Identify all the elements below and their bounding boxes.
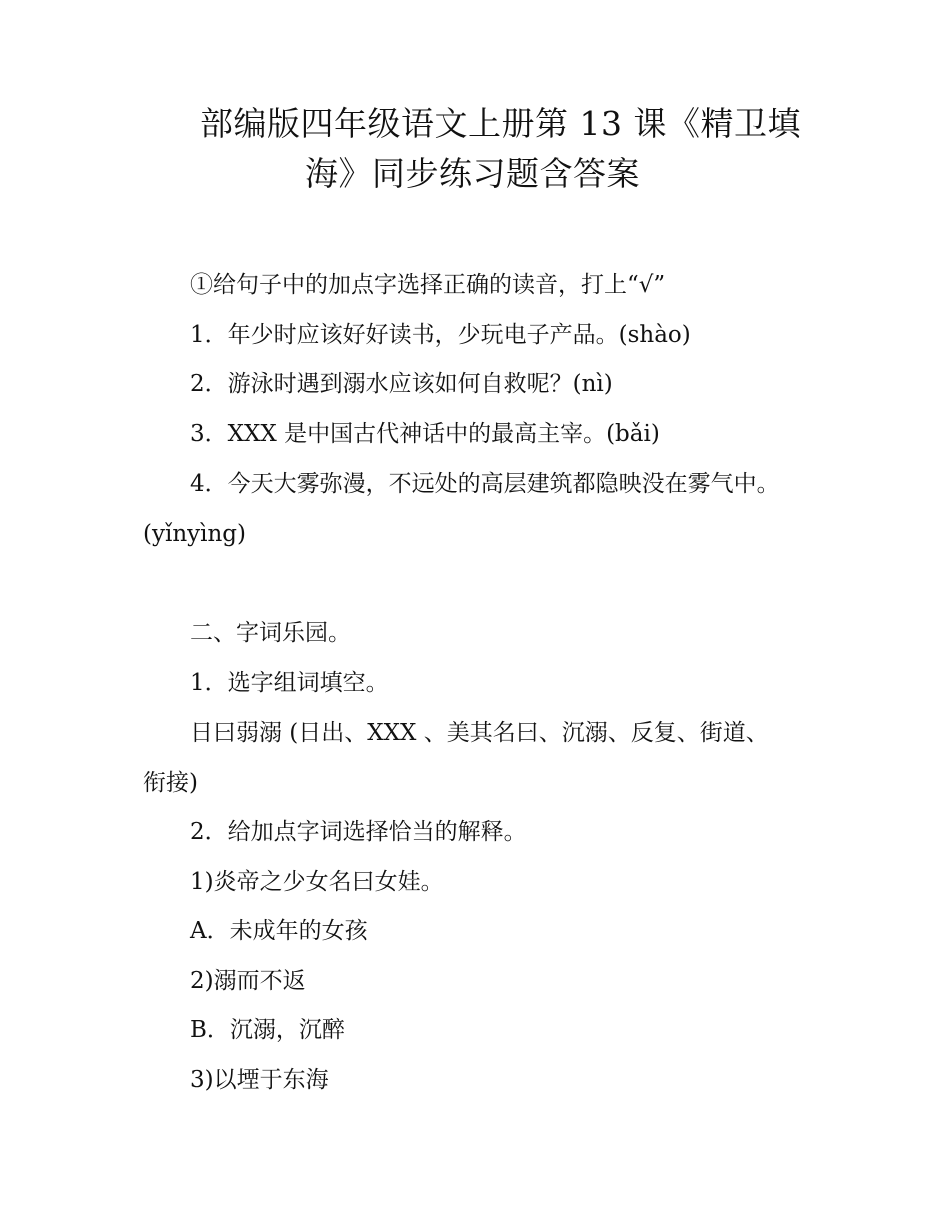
- section2-question-1: 1．选字组词填空。: [190, 670, 389, 696]
- section2-question-2: 2．给加点字词选择恰当的解释。: [190, 819, 527, 845]
- section1-item-4-continued: (yǐnyìng): [143, 521, 246, 547]
- section2-question-1-line-1: 日曰弱溺 (日出、XXX 、美其名曰、沉溺、反复、街道、: [190, 720, 769, 746]
- section2-question-1-line-2: 衔接): [143, 770, 198, 796]
- section1-heading: ①给句子中的加点字选择正确的读音，打上“√”: [190, 272, 666, 298]
- section2-question-2-item-4: B．沉溺，沉醉: [190, 1017, 345, 1043]
- section2-question-2-item-5: 3)以堙于东海: [190, 1067, 329, 1093]
- page-title-line-2: 海》同步练习题含答案: [305, 154, 640, 193]
- page-title-line-1: 部编版四年级语文上册第 13 课《精卫填: [200, 104, 801, 143]
- section2-question-2-item-1: 1)炎帝之少女名曰女娃。: [190, 869, 444, 895]
- section1-item-1: 1．年少时应该好好读书，少玩电子产品。(shào): [190, 322, 691, 348]
- section2-question-2-item-2: A．未成年的女孩: [190, 918, 368, 944]
- section2-question-2-item-3: 2)溺而不返: [190, 968, 306, 994]
- section1-item-2: 2．游泳时遇到溺水应该如何自救呢？(nì): [190, 371, 613, 397]
- section1-item-3: 3．XXX 是中国古代神话中的最高主宰。(bǎi): [190, 421, 660, 447]
- section1-item-4: 4．今天大雾弥漫，不远处的高层建筑都隐映没在雾气中。: [190, 471, 780, 497]
- section2-heading: 二、字词乐园。: [190, 620, 351, 646]
